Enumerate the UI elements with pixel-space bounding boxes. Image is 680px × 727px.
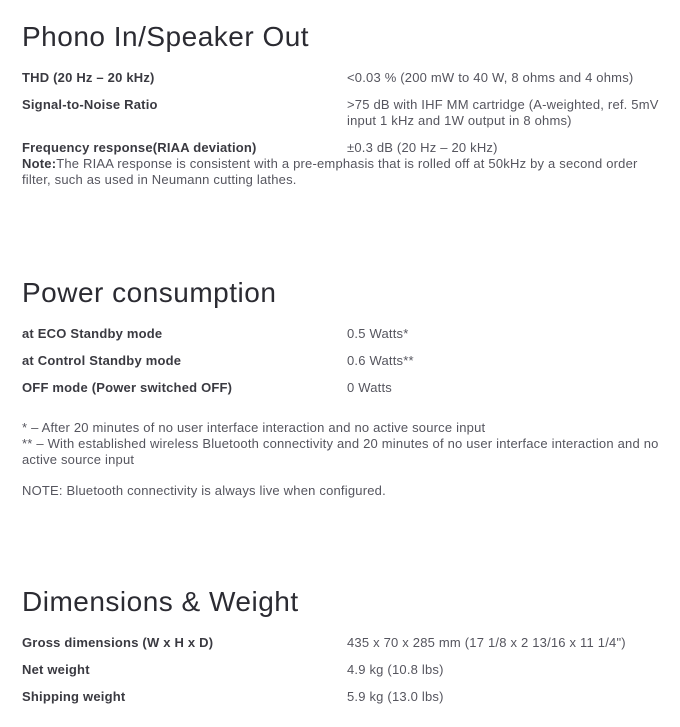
spec-label: Shipping weight <box>22 689 126 704</box>
section-power-consumption <box>22 276 664 499</box>
spec-label: Gross dimensions (W x H x D) <box>22 635 214 650</box>
riaa-note <box>22 156 664 188</box>
spec-table <box>22 635 664 705</box>
table-row <box>22 380 664 396</box>
spec-label: Signal-to-Noise Ratio <box>22 97 158 112</box>
table-row <box>22 662 664 678</box>
table-row <box>22 353 664 369</box>
table-row <box>22 689 664 705</box>
spec-value: 0.6 Watts** <box>347 353 414 368</box>
page-title: Phono In/Speaker Out <box>22 21 310 52</box>
footnote-eco: * – After 20 minutes of no user interface interaction and no active source input <box>22 420 486 435</box>
spec-label: Net weight <box>22 662 90 677</box>
section-title: Dimensions & Weight <box>22 586 299 617</box>
spec-label: OFF mode (Power switched OFF) <box>22 380 233 395</box>
spec-value: 435 x 70 x 285 mm (17 1/8 x 2 13/16 x 11 1/4") <box>347 635 626 650</box>
spec-table <box>22 326 664 396</box>
section-phono-speaker <box>22 20 664 188</box>
spec-value: 5.9 kg (13.0 lbs) <box>347 689 444 704</box>
bluetooth-note: NOTE: Bluetooth connectivity is always live when configured. <box>22 483 386 498</box>
spec-table <box>22 70 664 156</box>
spec-label: at Control Standby mode <box>22 353 182 368</box>
spec-label: Frequency response(RIAA deviation) <box>22 140 257 155</box>
table-row <box>22 140 664 156</box>
note-text: The RIAA response is consistent with a pre-emphasis that is rolled off at 50kHz by a second order filter, such as used in Neumann cutting lathes. <box>22 156 638 187</box>
spec-label: at ECO Standby mode <box>22 326 163 341</box>
spec-value: >75 dB with IHF MM cartridge (A-weighted, ref. 5mV input 1 kHz and 1W output in 8 ohms) <box>347 97 659 128</box>
section-title: Power consumption <box>22 277 277 308</box>
spec-value: 0 Watts <box>347 380 392 395</box>
table-row <box>22 326 664 342</box>
footnote-control: ** – With established wireless Bluetooth connectivity and 20 minutes of no user interface interaction and no active source input <box>22 436 659 467</box>
spec-value: 0.5 Watts* <box>347 326 409 341</box>
section-dimensions-weight <box>22 585 664 705</box>
spec-value: 4.9 kg (10.8 lbs) <box>347 662 444 677</box>
table-row <box>22 70 664 86</box>
spec-value: ±0.3 dB (20 Hz – 20 kHz) <box>347 140 498 155</box>
note-label: Note: <box>22 156 57 171</box>
table-row <box>22 635 664 651</box>
table-row <box>22 97 664 129</box>
spec-label: THD (20 Hz – 20 kHz) <box>22 70 155 85</box>
footnotes-block <box>22 420 664 499</box>
spec-value: <0.03 % (200 mW to 40 W, 8 ohms and 4 ohms) <box>347 70 634 85</box>
